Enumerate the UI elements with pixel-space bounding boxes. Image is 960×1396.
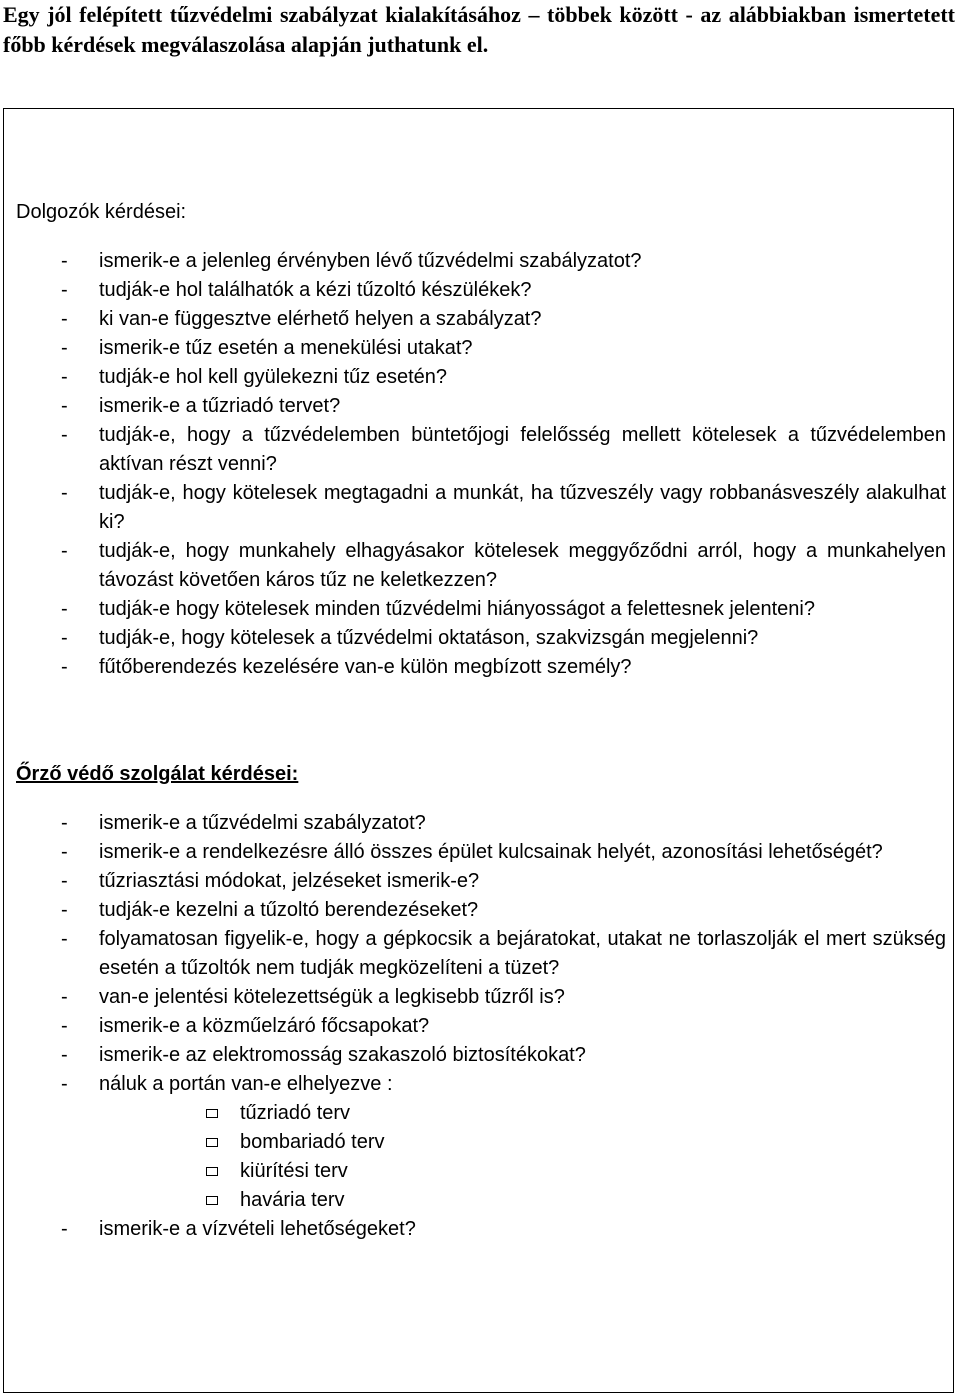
list-item-text: ismerik-e a vízvételi lehetőségeket?	[99, 1218, 416, 1240]
list-item	[16, 1012, 946, 1041]
sublist-item-text: kiürítési terv	[240, 1160, 348, 1182]
dash-marker: -	[61, 279, 68, 301]
list-item-text: tudják-e hogy kötelesek minden tűzvédelmi hiányosságot a felettesnek jelenteni?	[99, 598, 815, 620]
list-item	[16, 838, 946, 867]
list-item	[16, 392, 946, 421]
list-item	[16, 479, 946, 537]
list-item	[16, 595, 946, 624]
list-item-text: ismerik-e a tűzvédelmi szabályzatot?	[99, 812, 426, 834]
sublist-item	[16, 1128, 946, 1157]
list-item	[16, 247, 946, 276]
dash-marker: -	[61, 1015, 68, 1037]
intro-paragraph	[3, 0, 955, 60]
list-item-text: van-e jelentési kötelezettségük a legkisebb tűzről is?	[99, 986, 565, 1008]
sublist-item	[16, 1157, 946, 1186]
dash-marker: -	[61, 366, 68, 388]
section-security-guard-title: Őrző védő szolgálat kérdései:	[16, 763, 299, 785]
list-item	[16, 983, 946, 1012]
dash-marker: -	[61, 250, 68, 272]
section-employees-title: Dolgozók kérdései:	[16, 201, 187, 223]
list-item-text: ismerik-e tűz esetén a menekülési utakat?	[99, 337, 473, 359]
list-item	[16, 867, 946, 896]
list-item	[16, 276, 946, 305]
dash-marker: -	[61, 1073, 68, 1095]
sublist-item-text: tűzriadó terv	[240, 1102, 351, 1124]
list-item-text: tudják-e, hogy munkahely elhagyásakor kötelesek meggyőződni arról, hogy a munkahelyen távozást követően káros tűz ne keletkezzen?	[99, 540, 946, 591]
dash-marker: -	[61, 899, 68, 921]
dash-marker: -	[61, 627, 68, 649]
dash-marker: -	[61, 540, 68, 562]
list-item	[16, 925, 946, 983]
sublist-item	[16, 1099, 946, 1128]
dash-marker: -	[61, 986, 68, 1008]
list-item-text: tudják-e, hogy kötelesek a tűzvédelmi oktatáson, szakvizsgán megjelenni?	[99, 627, 759, 649]
guard-question-list	[16, 809, 946, 1244]
list-item	[16, 1070, 946, 1215]
dash-marker: -	[61, 424, 68, 446]
list-item-text: ismerik-e a közműelzáró főcsapokat?	[99, 1015, 430, 1037]
dash-marker: -	[61, 1044, 68, 1066]
list-item-text: tudják-e hol kell gyülekezni tűz esetén?	[99, 366, 447, 388]
sublist-item-text: bombariadó terv	[240, 1131, 385, 1153]
list-item-text: fűtőberendezés kezelésére van-e külön megbízott személy?	[99, 656, 632, 678]
list-item-text: tudják-e, hogy a tűzvédelemben büntetőjogi felelősség mellett kötelesek a tűzvédelemben aktívan részt venni?	[99, 424, 946, 475]
square-bullet-icon	[206, 1196, 218, 1205]
list-item-text: ki van-e függesztve elérhető helyen a szabályzat?	[99, 308, 542, 330]
dash-marker: -	[61, 308, 68, 330]
dash-marker: -	[61, 337, 68, 359]
list-item-text: ismerik-e az elektromosság szakaszoló biztosítékokat?	[99, 1044, 586, 1066]
sublist-item	[16, 1186, 946, 1215]
list-item	[16, 1215, 946, 1244]
dash-marker: -	[61, 841, 68, 863]
list-item	[16, 1041, 946, 1070]
list-item-text: ismerik-e a jelenleg érvényben lévő tűzvédelmi szabályzatot?	[99, 250, 642, 272]
list-item	[16, 363, 946, 392]
dash-marker: -	[61, 870, 68, 892]
employees-question-list	[16, 247, 946, 682]
section-employees	[16, 198, 946, 682]
list-item	[16, 653, 946, 682]
dash-marker: -	[61, 656, 68, 678]
dash-marker: -	[61, 812, 68, 834]
list-item	[16, 305, 946, 334]
document-sublist	[16, 1099, 946, 1215]
list-item	[16, 896, 946, 925]
dash-marker: -	[61, 598, 68, 620]
list-item-text: tudják-e kezelni a tűzoltó berendezéseket?	[99, 899, 479, 921]
list-item	[16, 421, 946, 479]
intro-text: Egy jól felépített tűzvédelmi szabályzat kialakításához – többek között - az alábbiakban ismertetett főbb kérdések megválaszolása alapján juthatunk el.	[3, 2, 955, 57]
list-item	[16, 624, 946, 653]
sublist-item-text: havária terv	[240, 1189, 345, 1211]
list-item-text: tűzriasztási módokat, jelzéseket ismerik-e?	[99, 870, 480, 892]
list-item-text: ismerik-e a rendelkezésre álló összes épület kulcsainak helyét, azonosítási lehetőségét?	[99, 841, 883, 863]
list-item-text: tudják-e, hogy kötelesek megtagadni a munkát, ha tűzveszély vagy robbanásveszély alakulhat ki?	[99, 482, 946, 533]
questions-content	[16, 198, 946, 1244]
dash-marker: -	[61, 482, 68, 504]
list-item-text: náluk a portán van-e elhelyezve :	[99, 1073, 393, 1095]
dash-marker: -	[61, 395, 68, 417]
list-item-text: ismerik-e a tűzriadó tervet?	[99, 395, 341, 417]
square-bullet-icon	[206, 1138, 218, 1147]
list-item-text: folyamatosan figyelik-e, hogy a gépkocsik a bejáratokat, utakat ne torlaszolják el mert szükség esetén a tűzoltók nem tudják megközelíteni a tüzet?	[99, 928, 946, 979]
square-bullet-icon	[206, 1109, 218, 1118]
dash-marker: -	[61, 1218, 68, 1240]
list-item-text: tudják-e hol találhatók a kézi tűzoltó készülékek?	[99, 279, 532, 301]
list-item	[16, 334, 946, 363]
dash-marker: -	[61, 928, 68, 950]
square-bullet-icon	[206, 1167, 218, 1176]
section-security-guard	[16, 760, 946, 1244]
list-item	[16, 809, 946, 838]
list-item	[16, 537, 946, 595]
